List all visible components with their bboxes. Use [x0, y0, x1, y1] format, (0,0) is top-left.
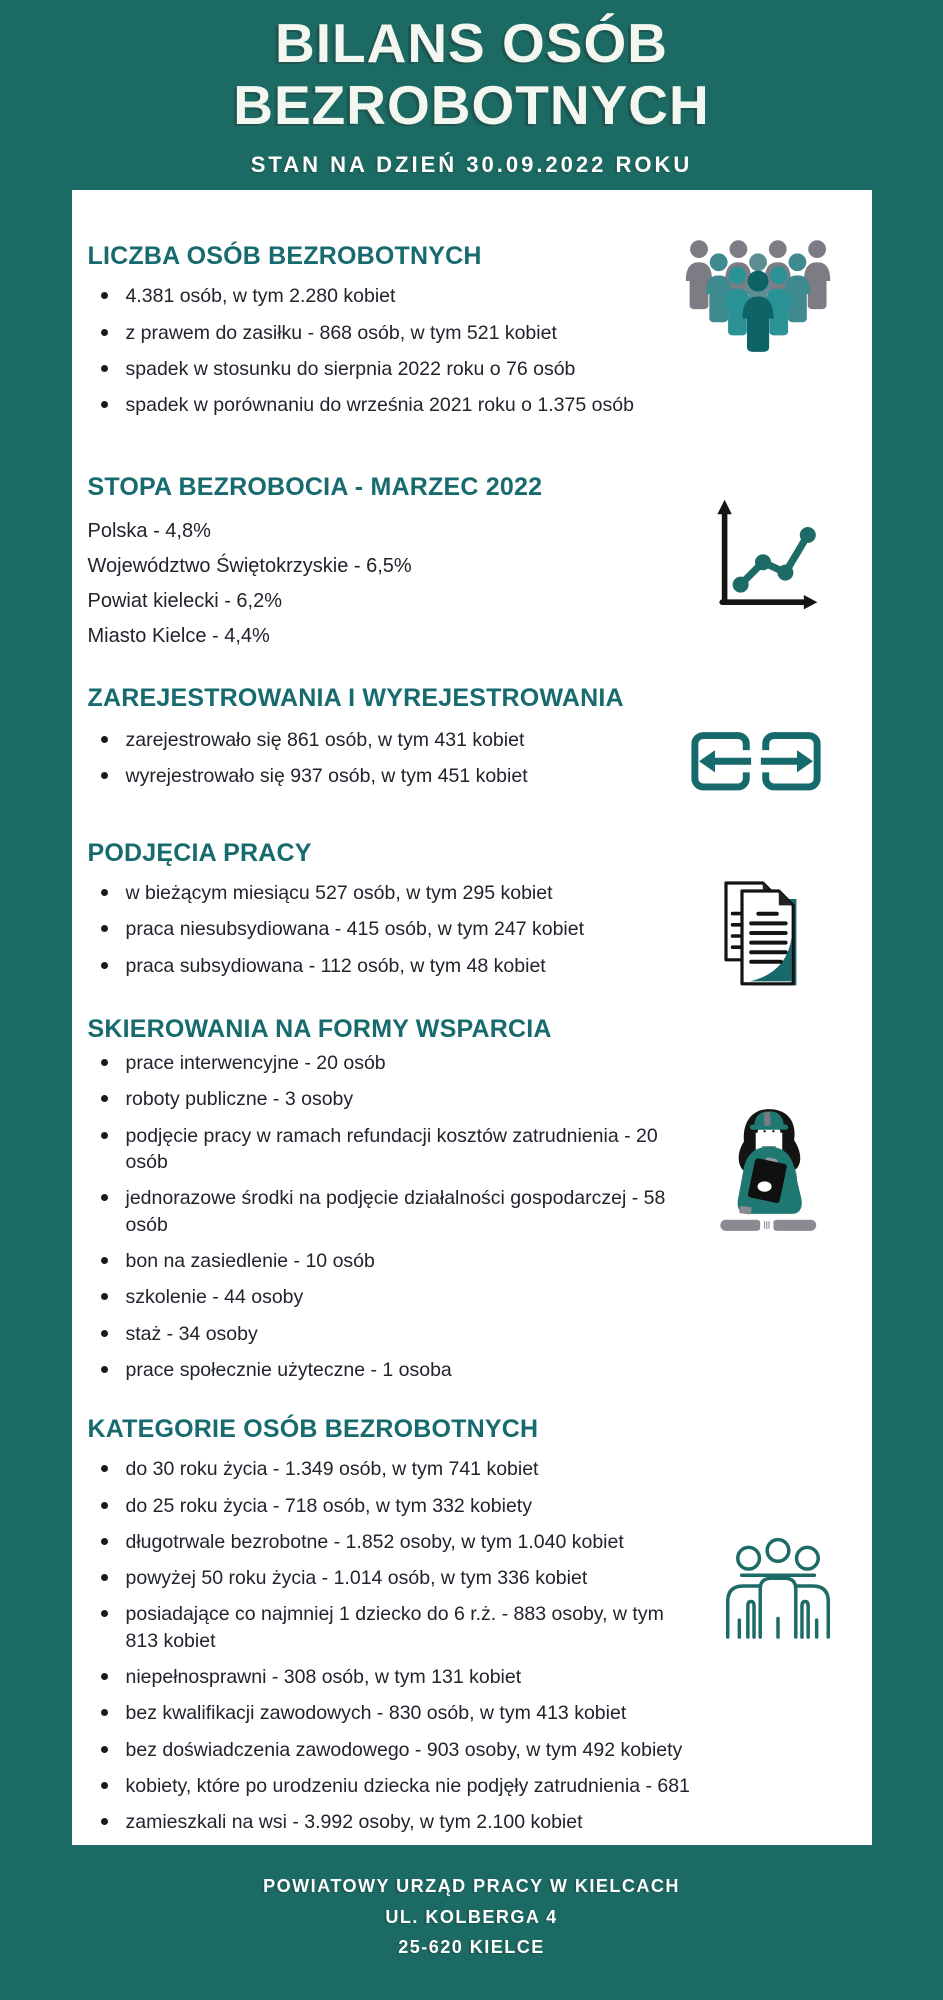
stat-item: zamieszkali na wsi - 3.992 osoby, w tym 2.100 kobiet — [88, 1809, 692, 1835]
stat-list — [88, 283, 692, 418]
section-heading: STOPA BEZROBOCIA - MARZEC 2022 — [87, 472, 543, 501]
stat-item: długotrwale bezrobotne - 1.852 osoby, w tym 1.040 kobiet — [88, 1529, 692, 1555]
stat-line: Polska - 4,8% — [87, 519, 211, 542]
stat-item: prace interwencyjne - 20 osób — [88, 1050, 692, 1076]
team-outline-icon — [720, 1535, 836, 1639]
stat-list — [88, 1050, 692, 1383]
header — [0, 0, 943, 178]
stat-item: do 30 roku życia - 1.349 osób, w tym 741 kobiet — [88, 1456, 692, 1482]
content-card — [72, 190, 872, 1845]
footer — [0, 1871, 943, 1963]
stat-item: zarejestrowało się 861 osób, w tym 431 kobiet — [88, 727, 692, 753]
stat-item: z prawem do zasiłku - 868 osób, w tym 521 kobiet — [88, 320, 692, 346]
stat-item: roboty publiczne - 3 osoby — [88, 1086, 692, 1112]
footer-organization: POWIATOWY URZĄD PRACY W KIELCACH — [263, 1876, 680, 1897]
page-title-line1: BILANS OSÓB — [275, 12, 668, 74]
stat-list — [88, 727, 692, 790]
stat-item: staż - 34 osoby — [88, 1321, 692, 1347]
stat-line: Województwo Świętokrzyskie - 6,5% — [87, 554, 412, 577]
stat-item: spadek w porównaniu do września 2021 roku o 1.375 osób — [88, 392, 692, 418]
section-heading: SKIEROWANIA NA FORMY WSPARCIA — [87, 1015, 552, 1044]
documents-icon — [718, 867, 822, 991]
section-heading: PODJĘCIA PRACY — [87, 839, 312, 868]
section-podjecia-pracy — [88, 839, 872, 979]
stat-item: spadek w stosunku do sierpnia 2022 roku o 76 osób — [88, 356, 692, 382]
stat-list — [88, 1456, 692, 1835]
female-worker-icon — [710, 1087, 828, 1235]
stat-item: wyrejestrowało się 937 osób, w tym 451 kobiet — [88, 763, 692, 789]
section-zarejestrowania-wyrejestrowania — [88, 684, 872, 790]
stat-line: Miasto Kielce - 4,4% — [87, 624, 270, 647]
stat-item: szkolenie - 44 osoby — [88, 1284, 692, 1310]
stat-item: bez kwalifikacji zawodowych - 830 osób, w tym 413 kobiet — [88, 1700, 692, 1726]
stat-item: bez doświadczenia zawodowego - 903 osoby, w tym 492 kobiety — [88, 1737, 692, 1763]
stat-item: praca subsydiowana - 112 osób, w tym 48 kobiet — [88, 953, 692, 979]
stat-item: do 25 roku życia - 718 osób, w tym 332 kobiety — [88, 1493, 692, 1519]
stat-item: w bieżącym miesiącu 527 osób, w tym 295 kobiet — [88, 880, 692, 906]
section-skierowania-formy-wsparcia — [88, 1015, 872, 1383]
section-stopa-bezrobocia — [88, 473, 872, 654]
stat-list — [88, 880, 692, 979]
stat-item: powyżej 50 roku życia - 1.014 osób, w tym 336 kobiet — [88, 1565, 692, 1591]
stat-item: kobiety, które po urodzeniu dziecka nie podjęły zatrudnienia - 681 — [88, 1773, 692, 1799]
section-liczba-osob-bezrobotnych — [88, 242, 872, 418]
section-heading: ZAREJESTROWANIA I WYREJESTROWANIA — [87, 683, 624, 712]
stat-item: 4.381 osób, w tym 2.280 kobiet — [88, 283, 692, 309]
stat-item: niepełnosprawni - 308 osób, w tym 131 kobiet — [88, 1664, 692, 1690]
crowd-icon — [684, 236, 834, 358]
in-out-arrows-icon — [690, 730, 822, 793]
section-kategorie-osob-bezrobotnych — [88, 1415, 872, 1835]
stat-item: jednorazowe środki na podjęcie działalności gospodarczej - 58 osób — [88, 1185, 692, 1238]
stat-item: praca niesubsydiowana - 415 osób, w tym 247 kobiet — [88, 916, 692, 942]
page-title-line2: BEZROBOTNYCH — [233, 74, 710, 137]
stat-item: podjęcie pracy w ramach refundacji kosztów zatrudnienia - 20 osób — [88, 1123, 692, 1176]
page-subtitle: STAN NA DZIEŃ 30.09.2022 ROKU — [250, 152, 693, 178]
footer-city: 25-620 KIELCE — [398, 1937, 545, 1958]
page-title — [0, 12, 943, 136]
stat-lines — [88, 514, 692, 654]
section-heading: KATEGORIE OSÓB BEZROBOTNYCH — [87, 1415, 539, 1444]
stat-line: Powiat kielecki - 6,2% — [87, 589, 283, 612]
stat-item: prace społecznie użyteczne - 1 osoba — [88, 1357, 692, 1383]
section-heading: LICZBA OSÓB BEZROBOTNYCH — [87, 242, 482, 271]
line-chart-icon — [699, 495, 819, 615]
stat-item: posiadające co najmniej 1 dziecko do 6 r.ż. - 883 osoby, w tym 813 kobiet — [88, 1601, 692, 1654]
footer-street: UL. KOLBERGA 4 — [385, 1906, 558, 1927]
stat-item: bon na zasiedlenie - 10 osób — [88, 1248, 692, 1274]
